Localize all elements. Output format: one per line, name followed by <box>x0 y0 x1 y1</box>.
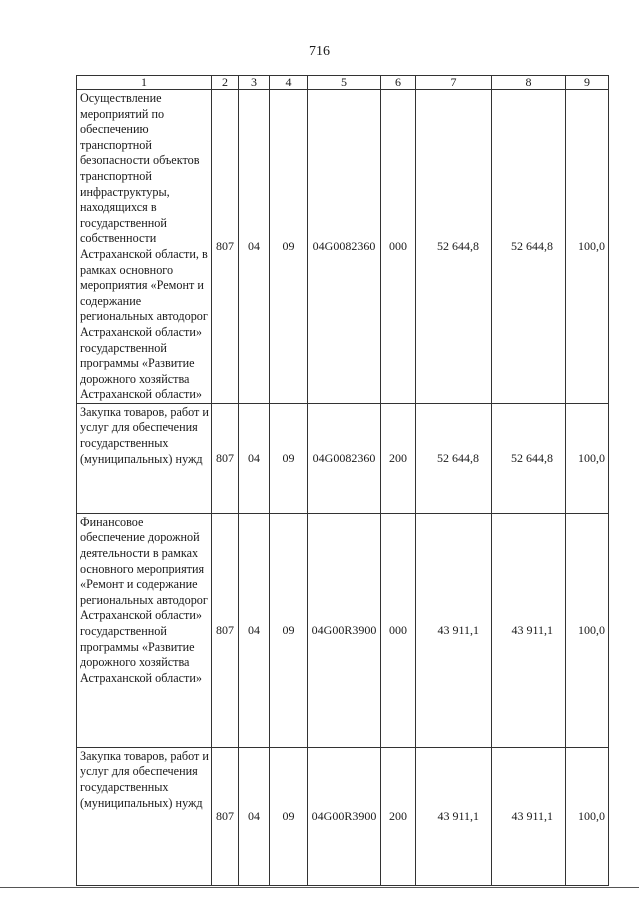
cell-percent: 100,0 <box>566 90 609 404</box>
cell-target-article: 04G00R3900 <box>308 513 381 747</box>
cell-ministry-code: 807 <box>212 403 239 513</box>
col-header-5: 5 <box>308 76 381 90</box>
row-description <box>77 513 212 747</box>
cell-ministry-code: 807 <box>212 90 239 404</box>
cell-planned-amount: 52 644,8 <box>416 403 492 513</box>
row-description-text: Осуществление мероприятий по обеспечению транспортной безопасности объектов транспортной инфраструктуры, находящихся в государственной собственности Астраханской области, в рамках основного мероприятия «Ремонт и содержание региональных автодорог Астраханской области» государственной программы «Развитие дорожного хозяйства Астраханской области» <box>80 91 208 402</box>
cell-expense-type: 200 <box>381 403 416 513</box>
cell-percent: 100,0 <box>566 747 609 885</box>
row-description-text: Финансовое обеспечение дорожной деятельности в рамках основного мероприятия «Ремонт и содержание региональных автодорог Астраханской области» государственной программы «Развитие дорожного хозяйства Астраханской области» <box>80 514 208 685</box>
col-header-9: 9 <box>566 76 609 90</box>
cell-subsection: 09 <box>270 90 308 404</box>
col-header-2: 2 <box>212 76 239 90</box>
header-row <box>77 76 609 90</box>
cell-expense-type: 200 <box>381 747 416 885</box>
cell-section: 04 <box>239 747 270 885</box>
cell-actual-amount: 43 911,1 <box>492 513 566 747</box>
cell-actual-amount: 52 644,8 <box>492 90 566 404</box>
cell-subsection: 09 <box>270 747 308 885</box>
cell-planned-amount: 52 644,8 <box>416 90 492 404</box>
row-description <box>77 90 212 404</box>
cell-ministry-code: 807 <box>212 513 239 747</box>
cell-actual-amount: 43 911,1 <box>492 747 566 885</box>
cell-target-article: 04G0082360 <box>308 403 381 513</box>
cell-actual-amount: 52 644,8 <box>492 403 566 513</box>
col-header-8: 8 <box>492 76 566 90</box>
col-header-1: 1 <box>77 76 212 90</box>
bottom-rule <box>0 887 639 888</box>
col-header-4: 4 <box>270 76 308 90</box>
cell-target-article: 04G0082360 <box>308 90 381 404</box>
cell-planned-amount: 43 911,1 <box>416 513 492 747</box>
cell-target-article: 04G00R3900 <box>308 747 381 885</box>
table-row <box>77 513 609 747</box>
page-number: 716 <box>309 44 330 59</box>
cell-section: 04 <box>239 90 270 404</box>
cell-section: 04 <box>239 403 270 513</box>
cell-percent: 100,0 <box>566 403 609 513</box>
row-description <box>77 747 212 885</box>
budget-table <box>76 75 609 886</box>
row-description <box>77 403 212 513</box>
col-header-3: 3 <box>239 76 270 90</box>
table-row <box>77 403 609 513</box>
row-description-text: Закупка товаров, работ и услуг для обеспечения государственных (муниципальных) нужд <box>80 404 209 466</box>
table-row <box>77 747 609 885</box>
col-header-7: 7 <box>416 76 492 90</box>
cell-percent: 100,0 <box>566 513 609 747</box>
cell-planned-amount: 43 911,1 <box>416 747 492 885</box>
row-description-text: Закупка товаров, работ и услуг для обеспечения государственных (муниципальных) нужд <box>80 748 209 810</box>
cell-subsection: 09 <box>270 403 308 513</box>
cell-section: 04 <box>239 513 270 747</box>
table-row <box>77 90 609 404</box>
cell-expense-type: 000 <box>381 90 416 404</box>
col-header-6: 6 <box>381 76 416 90</box>
cell-subsection: 09 <box>270 513 308 747</box>
cell-expense-type: 000 <box>381 513 416 747</box>
cell-ministry-code: 807 <box>212 747 239 885</box>
